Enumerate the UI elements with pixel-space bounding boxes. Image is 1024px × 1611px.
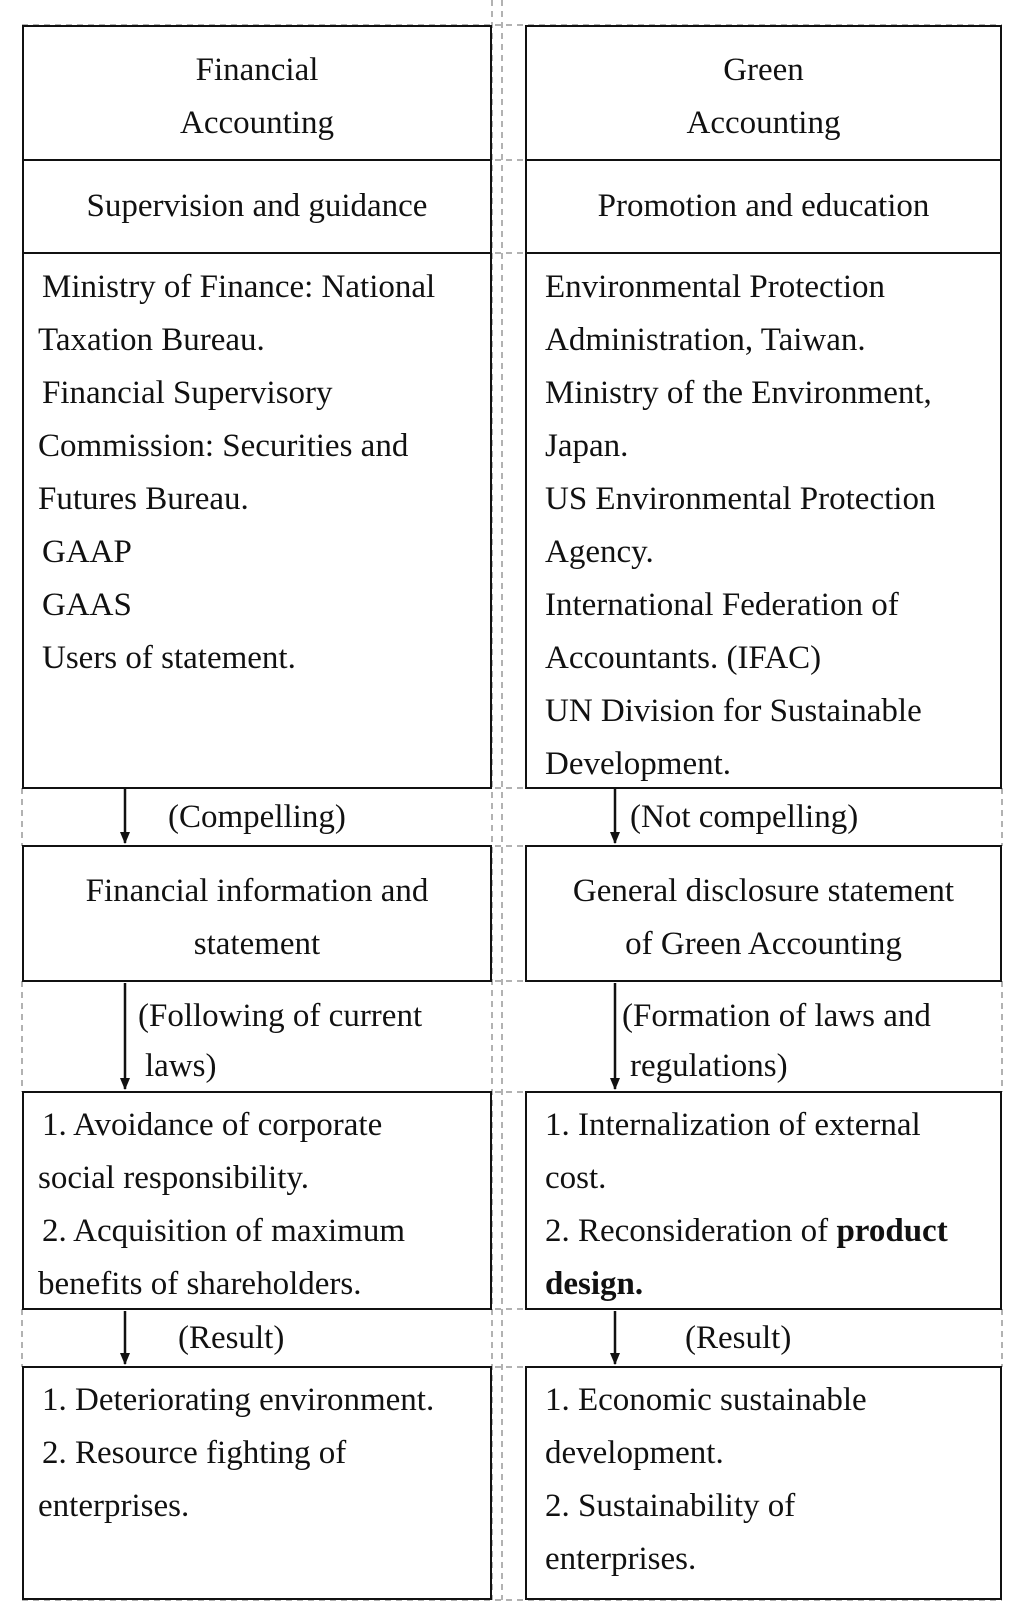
green-agency-line: Administration, Taiwan. [545,322,866,358]
financial-result-line: enterprises. [38,1488,190,1524]
green-agency-line: Environmental Protection [545,269,886,305]
not-compelling-label: (Not compelling) [630,799,859,835]
green-agency-line: Ministry of the Environment, [545,375,932,411]
supervision-label: Supervision and guidance [86,188,428,224]
financial-result-line: 1. Deteriorating environment. [42,1382,435,1418]
green-agency-line: Accountants. (IFAC) [545,640,822,676]
green-effect-line: cost. [545,1160,607,1196]
financial-agency-line: GAAP [42,534,132,570]
green-accounting-title-line1: Green [723,52,804,88]
green-effect-text: 2. Reconsideration of [545,1213,837,1249]
design-emphasis: design. [545,1266,644,1302]
green-statement-line2: of Green Accounting [625,926,902,962]
green-result-line: 2. Sustainability of [545,1488,796,1524]
financial-agency-line: Financial Supervisory [42,375,333,411]
financial-agency-line: Futures Bureau. [38,481,249,517]
result-label-right: (Result) [685,1320,792,1356]
green-statement-line1: General disclosure statement [572,873,955,909]
green-agency-line: Development. [545,746,732,782]
financial-effect-line: social responsibility. [38,1160,309,1196]
following-laws-label-line2: laws) [145,1048,217,1084]
financial-accounting-title-line2: Accounting [180,105,334,141]
green-result-line: enterprises. [545,1541,697,1577]
promotion-label: Promotion and education [597,188,930,224]
formation-laws-label-line1: (Formation of laws and [622,998,931,1034]
financial-effect-line: benefits of shareholders. [38,1266,362,1302]
green-result-line: development. [545,1435,724,1471]
financial-accounting-title-line1: Financial [195,52,319,88]
green-agency-line: International Federation of [545,587,899,623]
following-laws-label-line1: (Following of current [138,998,423,1034]
green-result-line: 1. Economic sustainable [545,1382,867,1418]
financial-statement-line1: Financial information and [85,873,429,909]
financial-agency-line: Users of statement. [42,640,296,676]
green-accounting-title-line2: Accounting [686,105,841,141]
product-emphasis: product [836,1213,948,1249]
green-agency-line: Agency. [545,534,654,570]
financial-agency-line: Taxation Bureau. [38,322,265,358]
financial-statement-line2: statement [193,926,321,962]
green-agency-line: Japan. [545,428,629,464]
compelling-label: (Compelling) [168,799,346,835]
financial-effect-line: 2. Acquisition of maximum [42,1213,405,1249]
result-label-left: (Result) [178,1320,285,1356]
green-agency-line: US Environmental Protection [545,481,936,517]
financial-agency-line: Ministry of Finance: National [42,269,436,305]
green-effect-line: 1. Internalization of external [545,1107,921,1143]
green-agency-line: UN Division for Sustainable [545,693,922,729]
financial-effect-line: 1. Avoidance of corporate [42,1107,383,1143]
formation-laws-label-line2: regulations) [630,1048,788,1084]
financial-result-line: 2. Resource fighting of [42,1435,347,1471]
financial-agency-line: Commission: Securities and [38,428,409,464]
financial-agency-line: GAAS [42,587,132,623]
